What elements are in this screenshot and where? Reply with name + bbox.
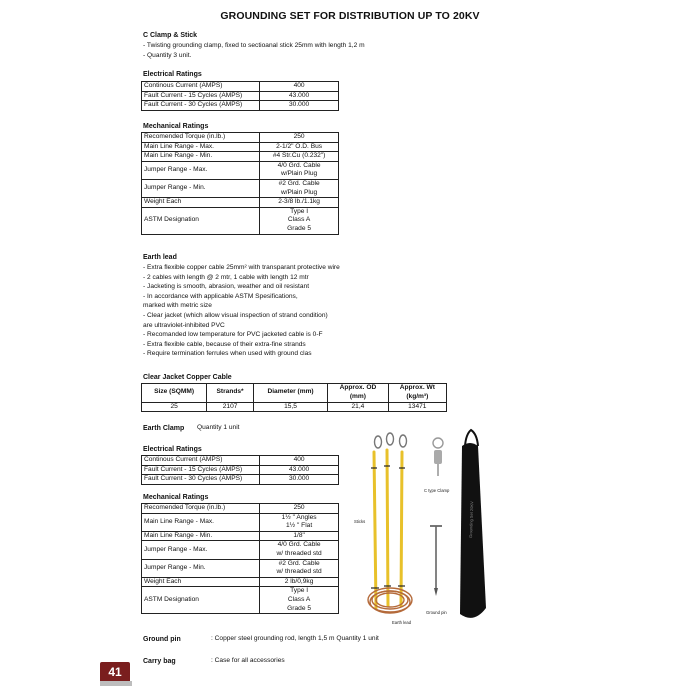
row-value [260, 152, 339, 162]
table-row [142, 133, 339, 143]
value-line: Grade 5 [287, 604, 311, 612]
header-line: Approx. OD [339, 384, 377, 391]
text-line: - 2 cables with length @ 2 mtr, 1 cable with length 12 mtr [143, 273, 309, 281]
table-row [142, 475, 339, 485]
clear-jacket-table [141, 383, 447, 412]
value-line: 2-1/2" O.D. Bus [276, 142, 323, 150]
c-clamp-heading: C Clamp & Stick [143, 32, 198, 39]
table-row [142, 577, 339, 587]
table-row [142, 82, 339, 92]
header-line: (kg/m³) [406, 392, 429, 400]
earth-clamp-label: Earth Clamp [143, 425, 185, 432]
text-line: - Quantity 3 unit. [143, 51, 192, 59]
row-value: 43.000 [260, 465, 339, 475]
table-row [142, 559, 339, 577]
row-label: ASTM Designation [142, 207, 260, 234]
column-header [207, 384, 254, 403]
row-label: Continous Current (AMPS) [142, 456, 260, 466]
page-number-shadow [100, 681, 132, 686]
text-line: - Extra flexible cable, because of their extra-fine strands [143, 340, 306, 348]
column-header [253, 384, 327, 403]
earth-lead-heading: Earth lead [143, 254, 177, 261]
row-value [260, 207, 339, 234]
value-line: w/ threaded std [276, 549, 322, 557]
mechanical-ratings-2-heading: Mechanical Ratings [143, 494, 209, 501]
value-line: 2-3/8 lb./1.1kg [278, 198, 320, 206]
carry-bag-label: Carry bag [143, 658, 176, 665]
column-header [142, 384, 207, 403]
row-label: Fault Current - 15 Cycles (AMPS) [142, 465, 260, 475]
text-line: - Clear jacket (which allow visual inspection of strand condition) [143, 311, 328, 319]
table-row [142, 587, 339, 614]
text-line: - In accordance with applicable ASTM Spesifications, [143, 292, 298, 300]
value-line: Grade 5 [287, 224, 311, 232]
header-line: (mm) [349, 392, 366, 400]
row-label: Fault Current - 30 Cycles (AMPS) [142, 101, 260, 111]
row-value [260, 541, 339, 559]
electrical-ratings-heading: Electrical Ratings [143, 71, 202, 78]
electrical-ratings-2-heading: Electrical Ratings [143, 446, 202, 453]
value-line: #4 Str.Cu (0.232") [272, 152, 326, 160]
value-line: 1½ " Angles [281, 513, 317, 521]
table-row [142, 531, 339, 541]
figure-label-ground-pin: Ground pin [426, 610, 447, 615]
row-value [260, 504, 339, 514]
row-label: Jumper Range - Max. [142, 541, 260, 559]
row-value: 30.000 [260, 101, 339, 111]
table-row [142, 142, 339, 152]
table-row [142, 541, 339, 559]
carry-bag-description: : Case for all accessories [211, 657, 285, 664]
row-label: Recomended Torque (in.lb.) [142, 504, 260, 514]
value-line: 1/8" [293, 531, 305, 539]
value-line: 250 [293, 133, 305, 140]
value-line: Class A [287, 595, 311, 603]
row-label: Main Line Range - Min. [142, 531, 260, 541]
text-line: - Jacketing is smooth, abrasion, weather and oil resistant [143, 283, 310, 291]
header-line: Diameter (mm) [267, 388, 314, 396]
row-label: Main Line Range - Min. [142, 152, 260, 162]
ground-pin-image [430, 526, 442, 596]
value-line: #2 Grd. Cable [278, 179, 320, 187]
row-label: Main Line Range - Max. [142, 142, 260, 152]
row-label: Jumper Range - Min. [142, 559, 260, 577]
figure-label-sticks: Sticks [354, 519, 366, 524]
header-line: Strands* [216, 388, 244, 396]
table-row [142, 152, 339, 162]
row-value [260, 577, 339, 587]
table-row [142, 161, 339, 179]
row-value [260, 133, 339, 143]
value-line: 2 lb/0,9kg [284, 577, 314, 585]
value-line: #2 Grd. Cable [278, 559, 320, 567]
table-row [142, 179, 339, 197]
row-label: ASTM Designation [142, 587, 260, 614]
clear-jacket-header-row [142, 384, 447, 403]
table-cell: 13471 [388, 402, 446, 412]
table-cell: 2107 [207, 402, 254, 412]
value-line: 1½ " Flat [286, 522, 313, 530]
row-label: Recomended Torque (in.lb.) [142, 133, 260, 143]
value-line: 4/0 Grd. Cable [277, 161, 321, 169]
column-header [328, 384, 388, 403]
row-label: Main Line Range - Max. [142, 513, 260, 531]
mechanical-ratings-table [141, 132, 339, 235]
table-row [142, 504, 339, 514]
table-cell: 21,4 [328, 402, 388, 412]
table-row [142, 465, 339, 475]
earth-clamp-quantity: Quantity 1 unit [197, 424, 240, 431]
row-value: 400 [260, 82, 339, 92]
column-header [388, 384, 446, 403]
page-title: GROUNDING SET FOR DISTRIBUTION UP TO 20KV [220, 10, 480, 22]
row-label: Fault Current - 30 Cycles (AMPS) [142, 475, 260, 485]
product-figure [350, 428, 510, 633]
c-clamp-image [433, 438, 443, 476]
value-line: 4/0 Grd. Cable [277, 541, 321, 549]
row-value [260, 531, 339, 541]
text-line: are ultraviolet-inhibited PVC [143, 321, 225, 329]
text-line: - Twisting grounding clamp, fixed to sectioanal stick 25mm with length 1,2 m [143, 42, 365, 49]
earth-lead-lines [143, 263, 340, 359]
text-line: - Extra flexible copper cable 25mm² with transparant protective wire [143, 264, 340, 271]
row-value: 30.000 [260, 475, 339, 485]
row-value [260, 161, 339, 179]
table-row [142, 101, 339, 111]
clear-jacket-heading: Clear Jacket Copper Cable [143, 374, 232, 381]
row-value: 43.000 [260, 91, 339, 101]
header-line: Approx. Wt [399, 384, 435, 391]
row-label: Fault Current - 15 Cycles (AMPS) [142, 91, 260, 101]
c-clamp-lines [143, 41, 365, 60]
text-line: - Require termination ferrules when used with ground clas [143, 350, 312, 358]
row-value [260, 142, 339, 152]
value-line: 250 [293, 504, 305, 511]
row-label: Weight Each [142, 577, 260, 587]
stick-images [374, 450, 402, 608]
text-line: - Recomanded low temperature for PVC jacketed cable is 0-F [143, 331, 323, 339]
figure-label-clamp: C type Clamp [424, 488, 450, 493]
header-line: Size (SQMM) [154, 388, 195, 396]
mechanical-ratings-2-table [141, 503, 339, 614]
table-row [142, 456, 339, 466]
table-cell: 25 [142, 402, 207, 412]
value-line: Class A [287, 216, 311, 224]
page-number: 41 [100, 662, 130, 684]
row-value [260, 559, 339, 577]
text-line: marked with metric size [143, 302, 212, 310]
row-value [260, 198, 339, 208]
value-line: w/ threaded std [276, 568, 322, 576]
value-line: Type I [290, 207, 309, 215]
mechanical-ratings-heading: Mechanical Ratings [143, 123, 209, 130]
table-row [142, 513, 339, 531]
table-row [142, 198, 339, 208]
row-label: Jumper Range - Max. [142, 161, 260, 179]
table-row [142, 91, 339, 101]
row-label: Weight Each [142, 198, 260, 208]
hook-icons [375, 433, 407, 448]
row-label: Jumper Range - Min. [142, 179, 260, 197]
table-cell: 15,5 [253, 402, 327, 412]
bag-print-text: Grounding Set 20KV [468, 501, 475, 539]
value-line: w/Plain Plug [280, 188, 318, 196]
row-value [260, 513, 339, 531]
electrical-ratings-2-table [141, 455, 339, 485]
ground-pin-description: : Copper steel grounding rod, length 1,5 m Quantity 1 unit [211, 635, 379, 642]
table-row [142, 207, 339, 234]
row-value [260, 587, 339, 614]
value-line: w/Plain Plug [280, 170, 318, 178]
row-value: 400 [260, 456, 339, 466]
clear-jacket-data-row [142, 402, 447, 412]
row-value [260, 179, 339, 197]
ground-pin-label: Ground pin [143, 636, 181, 643]
electrical-ratings-table [141, 81, 339, 111]
row-label: Continous Current (AMPS) [142, 82, 260, 92]
figure-label-earth-lead: Earth lead [392, 620, 412, 625]
value-line: Type I [290, 587, 309, 595]
